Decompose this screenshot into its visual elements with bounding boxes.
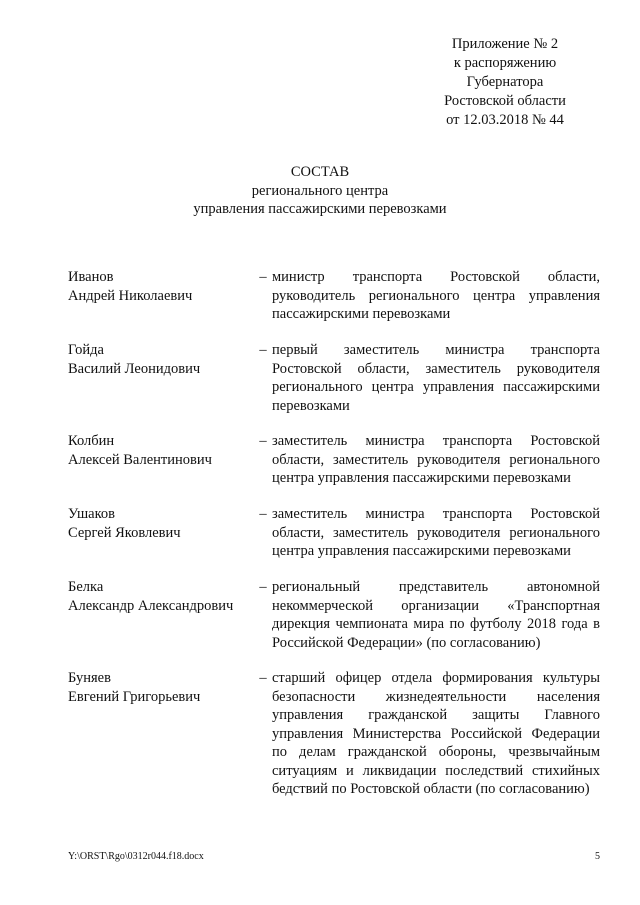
member-given-names: Евгений Григорьевич xyxy=(68,688,201,705)
title-heading: СОСТАВ xyxy=(290,164,350,180)
member-given-names: Сергей Яковлевич xyxy=(68,524,181,541)
member-surname: Гойда xyxy=(68,342,104,358)
title-line-3: управления пассажирскими перевозками xyxy=(193,201,447,217)
member-given-names: Алексей Валентинович xyxy=(68,451,212,468)
member-given-names: Василий Леонидович xyxy=(68,360,201,377)
member-name xyxy=(68,669,253,706)
member-dash: – xyxy=(259,269,267,285)
title-line-2: регионального центра xyxy=(251,182,389,199)
member-name xyxy=(68,268,253,305)
member-dash: – xyxy=(259,670,267,686)
member-dash: – xyxy=(259,342,267,358)
member-name xyxy=(68,432,253,469)
member-name xyxy=(68,341,253,378)
member-name xyxy=(68,505,253,542)
appendix-line-2: к распоряжению xyxy=(453,55,557,71)
footer-file-path: Y:\ORST\Rgo\0312r044.f18.docx xyxy=(68,851,204,862)
member-name xyxy=(68,578,253,615)
appendix-line-1: Приложение № 2 xyxy=(451,36,559,52)
member-surname: Ушаков xyxy=(68,506,115,522)
member-dash: – xyxy=(259,433,267,449)
page-number: 5 xyxy=(595,851,600,862)
appendix-header xyxy=(400,35,610,130)
member-surname: Буняев xyxy=(68,670,111,686)
member-role: региональный представитель автономной некоммерческой организации «Транспортная дирекция чемпионата мира по футболу 2018 года в Российской Федерации» (по согласованию) xyxy=(272,579,600,651)
member-role: заместитель министра транспорта Ростовской области, заместитель руководителя регионального центра управления пассажирскими перевозками xyxy=(272,433,600,486)
member-dash: – xyxy=(259,506,267,522)
appendix-line-4: Ростовской области xyxy=(444,93,566,109)
member-role: старший офицер отдела формирования культуры безопасности жизнедеятельности населения управления гражданской защиты Главного управления Министерства Российской Федерации по делам гражданской обороны, чрезвычайным ситуациям и ликвидации последствий стихийных бедствий по Ростовской области (по согласованию) xyxy=(272,670,600,797)
member-surname: Белка xyxy=(68,579,104,595)
member-given-names: Андрей Николаевич xyxy=(68,287,193,304)
member-role: заместитель министра транспорта Ростовской области, заместитель руководителя регионального центра управления пассажирскими перевозками xyxy=(272,506,600,559)
member-dash: – xyxy=(259,579,267,595)
appendix-date-number: от 12.03.2018 № 44 xyxy=(446,112,564,128)
member-role: министр транспорта Ростовской области, руководитель регионального центра управления пассажирскими перевозками xyxy=(272,269,600,322)
member-role: первый заместитель министра транспорта Ростовской области, заместитель руководителя регионального центра управления пассажирскими перевозками xyxy=(272,342,600,414)
member-surname: Колбин xyxy=(68,433,115,449)
member-given-names: Александр Александрович xyxy=(68,597,234,614)
member-surname: Иванов xyxy=(68,269,114,285)
document-title xyxy=(0,163,640,219)
appendix-line-3: Губернатора xyxy=(466,74,544,90)
